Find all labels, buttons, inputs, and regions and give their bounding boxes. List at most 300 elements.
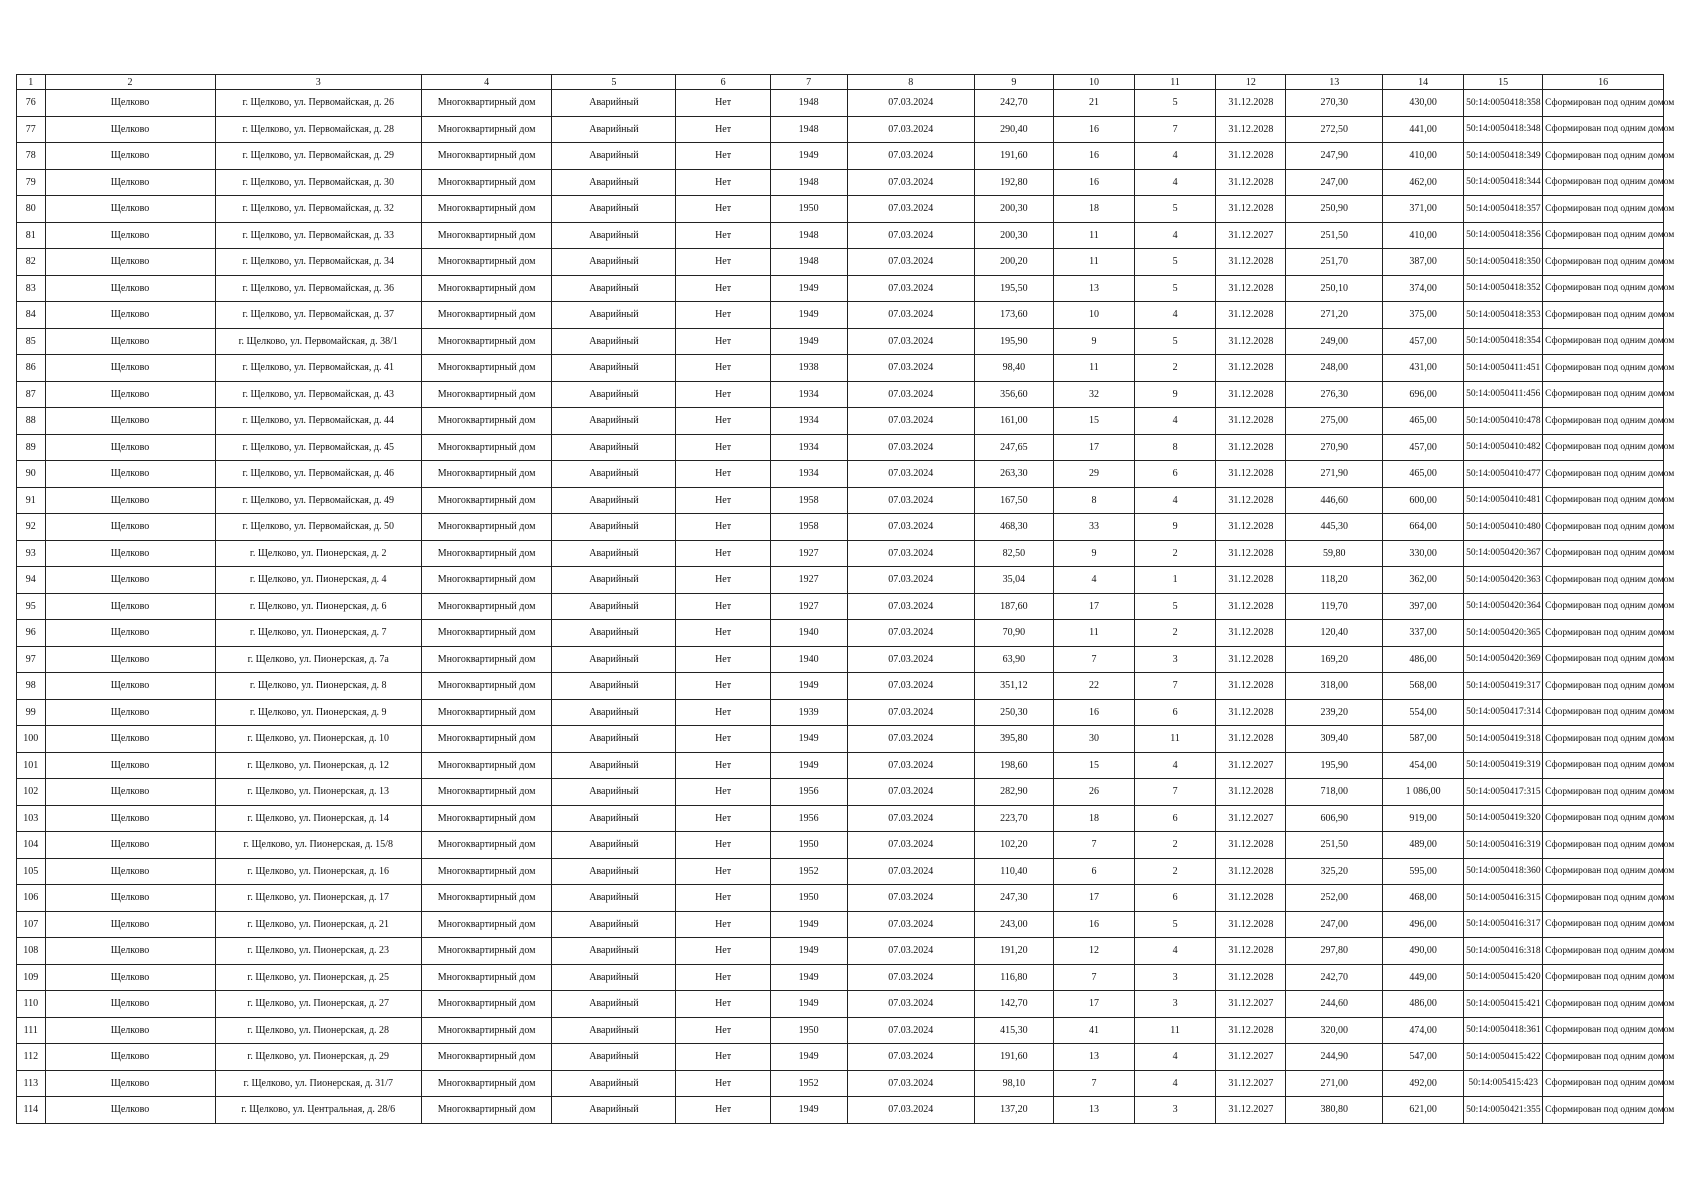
- resettlement-deadline-cell: [1216, 832, 1286, 859]
- area-text: 191,20: [1000, 945, 1028, 957]
- land-plot-status-cell: [1543, 593, 1675, 620]
- cadastral-number-cell: [1464, 646, 1543, 673]
- flag-text: Нет: [715, 229, 732, 241]
- decision-date-cell: [847, 1044, 974, 1071]
- cost-b-text: 462,00: [1409, 176, 1437, 188]
- cost-a-cell: [1286, 593, 1383, 620]
- year-built-text: 1949: [798, 759, 819, 771]
- municipality-cell: [45, 673, 215, 700]
- row-number-cell: [17, 593, 46, 620]
- address-text: г. Щелково, ул. Первомайская, д. 28: [242, 123, 394, 135]
- cost-a-cell: [1286, 911, 1383, 938]
- row-number-text: 92: [25, 521, 36, 533]
- building-type-cell: [421, 673, 552, 700]
- condition-text: Аварийный: [589, 521, 639, 533]
- flag-text: Нет: [715, 892, 732, 904]
- apartments-cell: [1135, 858, 1216, 885]
- cost-a-cell: [1286, 1097, 1383, 1124]
- resettlement-deadline-text: 31.12.2028: [1228, 706, 1274, 718]
- land-plot-status-text: Сформирован под одним домом: [1545, 1051, 1675, 1062]
- residents-text: 17: [1088, 998, 1099, 1010]
- cost-b-text: 465,00: [1409, 468, 1437, 480]
- municipality-text: Щелково: [110, 918, 150, 930]
- row-number-cell: [17, 328, 46, 355]
- municipality-cell: [45, 1044, 215, 1071]
- area-text: 247,30: [1000, 892, 1028, 904]
- flag-cell: [676, 355, 770, 382]
- cost-a-text: 250,90: [1320, 203, 1348, 215]
- address-text: г. Щелково, ул. Пионерская, д. 7а: [247, 653, 389, 665]
- residents-text: 13: [1088, 282, 1099, 294]
- flag-cell: [676, 196, 770, 223]
- flag-text: Нет: [715, 441, 732, 453]
- cost-a-text: 325,20: [1320, 865, 1348, 877]
- row-number-cell: [17, 275, 46, 302]
- building-type-text: Многоквартирный дом: [437, 1104, 536, 1116]
- municipality-cell: [45, 567, 215, 594]
- decision-date-text: 07.03.2024: [888, 150, 934, 162]
- apartments-text: 2: [1172, 362, 1178, 374]
- address-cell: [215, 381, 421, 408]
- table-row: [17, 328, 1664, 355]
- area-cell: [974, 911, 1053, 938]
- cost-b-text: 1 086,00: [1405, 786, 1441, 798]
- address-text: г. Щелково, ул. Первомайская, д. 46: [242, 468, 394, 480]
- column-header-11: 11: [1135, 75, 1216, 90]
- area-cell: [974, 355, 1053, 382]
- decision-date-text: 07.03.2024: [888, 123, 934, 135]
- flag-cell: [676, 90, 770, 117]
- cost-b-text: 337,00: [1409, 627, 1437, 639]
- residents-cell: [1053, 646, 1134, 673]
- municipality-text: Щелково: [110, 812, 150, 824]
- address-text: г. Щелково, ул. Пионерская, д. 7: [249, 627, 387, 639]
- condition-cell: [552, 673, 676, 700]
- address-text: г. Щелково, ул. Первомайская, д. 29: [242, 150, 394, 162]
- year-built-text: 1927: [798, 547, 819, 559]
- land-plot-status-cell: [1543, 381, 1675, 408]
- row-number-cell: [17, 938, 46, 965]
- decision-date-text: 07.03.2024: [888, 256, 934, 268]
- area-text: 356,60: [1000, 388, 1028, 400]
- decision-date-text: 07.03.2024: [888, 1077, 934, 1089]
- year-built-cell: [770, 302, 847, 329]
- building-type-text: Многоквартирный дом: [437, 680, 536, 692]
- cost-a-cell: [1286, 540, 1383, 567]
- cadastral-number-cell: [1464, 911, 1543, 938]
- apartments-text: 4: [1172, 309, 1178, 321]
- year-built-text: 1956: [798, 786, 819, 798]
- cadastral-number-text: 50:14:0050410:477: [1466, 468, 1541, 479]
- land-plot-status-text: Сформирован под одним домом: [1545, 548, 1675, 559]
- area-text: 35,04: [1002, 574, 1026, 586]
- cost-b-cell: [1382, 726, 1463, 753]
- apartments-cell: [1135, 779, 1216, 806]
- decision-date-cell: [847, 646, 974, 673]
- municipality-text: Щелково: [110, 759, 150, 771]
- cost-b-cell: [1382, 858, 1463, 885]
- building-type-text: Многоквартирный дом: [437, 97, 536, 109]
- cost-a-cell: [1286, 1017, 1383, 1044]
- condition-text: Аварийный: [589, 786, 639, 798]
- column-header-12: 12: [1216, 75, 1286, 90]
- cost-b-text: 919,00: [1409, 812, 1437, 824]
- municipality-cell: [45, 143, 215, 170]
- cost-b-text: 454,00: [1409, 759, 1437, 771]
- address-text: г. Щелково, ул. Первомайская, д. 45: [242, 441, 394, 453]
- apartments-text: 9: [1172, 388, 1178, 400]
- cadastral-number-text: 50:14:0050418:350: [1466, 256, 1541, 267]
- municipality-text: Щелково: [110, 600, 150, 612]
- address-cell: [215, 461, 421, 488]
- condition-cell: [552, 116, 676, 143]
- residents-cell: [1053, 673, 1134, 700]
- decision-date-text: 07.03.2024: [888, 362, 934, 374]
- address-cell: [215, 196, 421, 223]
- residents-text: 16: [1088, 176, 1099, 188]
- address-cell: [215, 938, 421, 965]
- municipality-text: Щелково: [110, 680, 150, 692]
- row-number-cell: [17, 858, 46, 885]
- residents-cell: [1053, 1097, 1134, 1124]
- decision-date-cell: [847, 487, 974, 514]
- residents-cell: [1053, 699, 1134, 726]
- decision-date-text: 07.03.2024: [888, 335, 934, 347]
- residents-cell: [1053, 1044, 1134, 1071]
- cost-b-cell: [1382, 964, 1463, 991]
- flag-cell: [676, 726, 770, 753]
- building-type-cell: [421, 779, 552, 806]
- decision-date-cell: [847, 355, 974, 382]
- building-type-cell: [421, 699, 552, 726]
- apartments-cell: [1135, 620, 1216, 647]
- flag-cell: [676, 408, 770, 435]
- year-built-text: 1948: [798, 176, 819, 188]
- flag-text: Нет: [715, 494, 732, 506]
- land-plot-status-cell: [1543, 116, 1675, 143]
- year-built-cell: [770, 196, 847, 223]
- residents-cell: [1053, 196, 1134, 223]
- condition-text: Аварийный: [589, 441, 639, 453]
- resettlement-deadline-text: 31.12.2028: [1228, 415, 1274, 427]
- apartments-text: 9: [1172, 521, 1178, 533]
- cadastral-number-cell: [1464, 169, 1543, 196]
- row-number-text: 77: [25, 123, 36, 135]
- condition-cell: [552, 196, 676, 223]
- year-built-text: 1950: [798, 203, 819, 215]
- municipality-cell: [45, 726, 215, 753]
- condition-cell: [552, 275, 676, 302]
- flag-cell: [676, 328, 770, 355]
- row-number-text: 84: [25, 309, 36, 321]
- apartments-text: 7: [1172, 786, 1178, 798]
- land-plot-status-text: Сформирован под одним домом: [1545, 309, 1675, 320]
- area-text: 98,40: [1002, 362, 1026, 374]
- cadastral-number-cell: [1464, 938, 1543, 965]
- cost-a-cell: [1286, 196, 1383, 223]
- year-built-text: 1949: [798, 680, 819, 692]
- year-built-cell: [770, 434, 847, 461]
- condition-cell: [552, 567, 676, 594]
- year-built-text: 1958: [798, 494, 819, 506]
- municipality-cell: [45, 249, 215, 276]
- decision-date-text: 07.03.2024: [888, 176, 934, 188]
- cost-a-cell: [1286, 116, 1383, 143]
- cost-b-cell: [1382, 832, 1463, 859]
- cost-b-text: 410,00: [1409, 229, 1437, 241]
- residents-cell: [1053, 991, 1134, 1018]
- flag-cell: [676, 752, 770, 779]
- decision-date-text: 07.03.2024: [888, 1024, 934, 1036]
- cost-b-cell: [1382, 249, 1463, 276]
- decision-date-text: 07.03.2024: [888, 229, 934, 241]
- address-cell: [215, 487, 421, 514]
- area-text: 167,50: [1000, 494, 1028, 506]
- cost-a-cell: [1286, 328, 1383, 355]
- residents-text: 15: [1088, 415, 1099, 427]
- area-text: 82,50: [1002, 547, 1026, 559]
- table-row: [17, 832, 1664, 859]
- apartments-cell: [1135, 249, 1216, 276]
- row-number-text: 109: [23, 971, 39, 983]
- building-type-cell: [421, 646, 552, 673]
- cost-b-cell: [1382, 169, 1463, 196]
- municipality-text: Щелково: [110, 123, 150, 135]
- cadastral-number-cell: [1464, 885, 1543, 912]
- condition-cell: [552, 620, 676, 647]
- apartments-text: 2: [1172, 627, 1178, 639]
- cost-a-cell: [1286, 434, 1383, 461]
- row-number-cell: [17, 487, 46, 514]
- address-text: г. Щелково, ул. Первомайская, д. 32: [242, 203, 394, 215]
- apartments-text: 2: [1172, 839, 1178, 851]
- table-row: [17, 1044, 1664, 1071]
- cadastral-number-cell: [1464, 408, 1543, 435]
- condition-cell: [552, 991, 676, 1018]
- flag-text: Нет: [715, 415, 732, 427]
- year-built-text: 1952: [798, 865, 819, 877]
- decision-date-cell: [847, 858, 974, 885]
- flag-text: Нет: [715, 786, 732, 798]
- residents-cell: [1053, 461, 1134, 488]
- land-plot-status-cell: [1543, 938, 1675, 965]
- flag-cell: [676, 964, 770, 991]
- cost-b-cell: [1382, 1017, 1463, 1044]
- resettlement-deadline-text: 31.12.2027: [1228, 229, 1274, 241]
- flag-cell: [676, 381, 770, 408]
- cost-b-text: 410,00: [1409, 150, 1437, 162]
- table-row: [17, 885, 1664, 912]
- flag-text: Нет: [715, 998, 732, 1010]
- residents-text: 21: [1088, 97, 1099, 109]
- land-plot-status-text: Сформирован под одним домом: [1545, 813, 1675, 824]
- cost-a-text: 247,00: [1320, 176, 1348, 188]
- column-header-8: 8: [847, 75, 974, 90]
- row-number-cell: [17, 911, 46, 938]
- area-text: 282,90: [1000, 786, 1028, 798]
- building-type-text: Многоквартирный дом: [437, 229, 536, 241]
- year-built-cell: [770, 699, 847, 726]
- cost-b-text: 486,00: [1409, 653, 1437, 665]
- year-built-cell: [770, 646, 847, 673]
- row-number-text: 86: [25, 362, 36, 374]
- cost-a-text: 271,90: [1320, 468, 1348, 480]
- land-plot-status-cell: [1543, 1070, 1675, 1097]
- decision-date-cell: [847, 832, 974, 859]
- municipality-text: Щелково: [110, 176, 150, 188]
- flag-cell: [676, 567, 770, 594]
- cost-b-cell: [1382, 116, 1463, 143]
- address-text: г. Щелково, ул. Пионерская, д. 21: [247, 918, 390, 930]
- row-number-cell: [17, 434, 46, 461]
- row-number-cell: [17, 249, 46, 276]
- flag-text: Нет: [715, 733, 732, 745]
- area-text: 70,90: [1002, 627, 1026, 639]
- resettlement-deadline-text: 31.12.2028: [1228, 892, 1274, 904]
- cost-b-cell: [1382, 90, 1463, 117]
- cost-b-cell: [1382, 938, 1463, 965]
- area-text: 191,60: [1000, 150, 1028, 162]
- flag-cell: [676, 143, 770, 170]
- cost-b-text: 587,00: [1409, 733, 1437, 745]
- residents-text: 11: [1089, 627, 1099, 639]
- decision-date-text: 07.03.2024: [888, 998, 934, 1010]
- resettlement-deadline-cell: [1216, 938, 1286, 965]
- table-row: [17, 1070, 1664, 1097]
- decision-date-cell: [847, 249, 974, 276]
- cost-b-text: 457,00: [1409, 335, 1437, 347]
- cost-a-cell: [1286, 275, 1383, 302]
- condition-cell: [552, 805, 676, 832]
- condition-text: Аварийный: [589, 1104, 639, 1116]
- land-plot-status-cell: [1543, 726, 1675, 753]
- land-plot-status-cell: [1543, 222, 1675, 249]
- year-built-cell: [770, 991, 847, 1018]
- row-number-cell: [17, 461, 46, 488]
- apartments-cell: [1135, 514, 1216, 541]
- cost-b-cell: [1382, 1044, 1463, 1071]
- flag-text: Нет: [715, 309, 732, 321]
- decision-date-cell: [847, 1097, 974, 1124]
- row-number-cell: [17, 805, 46, 832]
- table-row: [17, 964, 1664, 991]
- residents-text: 10: [1088, 309, 1099, 321]
- row-number-text: 94: [25, 574, 36, 586]
- resettlement-deadline-text: 31.12.2028: [1228, 574, 1274, 586]
- row-number-cell: [17, 832, 46, 859]
- cadastral-number-cell: [1464, 805, 1543, 832]
- condition-cell: [552, 514, 676, 541]
- municipality-cell: [45, 116, 215, 143]
- address-cell: [215, 885, 421, 912]
- condition-text: Аварийный: [589, 335, 639, 347]
- row-number-text: 98: [25, 680, 36, 692]
- address-cell: [215, 779, 421, 806]
- row-number-cell: [17, 408, 46, 435]
- year-built-cell: [770, 116, 847, 143]
- year-built-cell: [770, 673, 847, 700]
- year-built-text: 1948: [798, 123, 819, 135]
- area-text: 200,30: [1000, 203, 1028, 215]
- area-cell: [974, 646, 1053, 673]
- apartments-cell: [1135, 673, 1216, 700]
- row-number-text: 110: [23, 998, 39, 1010]
- cadastral-number-text: 50:14:0050420:365: [1466, 627, 1541, 638]
- decision-date-text: 07.03.2024: [888, 309, 934, 321]
- decision-date-text: 07.03.2024: [888, 812, 934, 824]
- resettlement-deadline-cell: [1216, 646, 1286, 673]
- year-built-text: 1938: [798, 362, 819, 374]
- resettlement-deadline-cell: [1216, 593, 1286, 620]
- decision-date-cell: [847, 991, 974, 1018]
- residents-text: 17: [1088, 600, 1099, 612]
- resettlement-deadline-cell: [1216, 434, 1286, 461]
- flag-text: Нет: [715, 176, 732, 188]
- year-built-cell: [770, 832, 847, 859]
- land-plot-status-text: Сформирован под одним домом: [1545, 442, 1675, 453]
- municipality-cell: [45, 1070, 215, 1097]
- cadastral-number-cell: [1464, 620, 1543, 647]
- condition-text: Аварийный: [589, 945, 639, 957]
- resettlement-deadline-cell: [1216, 620, 1286, 647]
- year-built-cell: [770, 514, 847, 541]
- cost-a-text: 318,00: [1320, 680, 1348, 692]
- cost-a-cell: [1286, 461, 1383, 488]
- address-text: г. Щелково, ул. Пионерская, д. 4: [249, 574, 387, 586]
- address-text: г. Щелково, ул. Первомайская, д. 38/1: [238, 335, 398, 347]
- condition-text: Аварийный: [589, 176, 639, 188]
- cadastral-number-cell: [1464, 249, 1543, 276]
- table-row: [17, 116, 1664, 143]
- cost-b-cell: [1382, 143, 1463, 170]
- land-plot-status-text: Сформирован под одним домом: [1545, 972, 1675, 983]
- apartments-cell: [1135, 90, 1216, 117]
- resettlement-deadline-text: 31.12.2028: [1228, 309, 1274, 321]
- residents-cell: [1053, 938, 1134, 965]
- municipality-text: Щелково: [110, 229, 150, 241]
- area-cell: [974, 567, 1053, 594]
- address-cell: [215, 355, 421, 382]
- area-cell: [974, 381, 1053, 408]
- cadastral-number-text: 50:14:0050416:317: [1466, 919, 1541, 930]
- flag-cell: [676, 1044, 770, 1071]
- area-text: 102,20: [1000, 839, 1028, 851]
- cost-a-text: 249,00: [1320, 335, 1348, 347]
- cost-b-text: 441,00: [1409, 123, 1437, 135]
- flag-text: Нет: [715, 706, 732, 718]
- land-plot-status-cell: [1543, 620, 1675, 647]
- year-built-text: 1934: [798, 388, 819, 400]
- row-number-text: 91: [25, 494, 36, 506]
- building-type-cell: [421, 302, 552, 329]
- resettlement-deadline-cell: [1216, 1097, 1286, 1124]
- apartments-cell: [1135, 169, 1216, 196]
- cadastral-number-text: 50:14:0050410:480: [1466, 521, 1541, 532]
- apartments-text: 4: [1172, 229, 1178, 241]
- year-built-text: 1950: [798, 839, 819, 851]
- cost-b-text: 375,00: [1409, 309, 1437, 321]
- municipality-cell: [45, 620, 215, 647]
- flag-cell: [676, 1017, 770, 1044]
- row-number-cell: [17, 726, 46, 753]
- row-number-cell: [17, 779, 46, 806]
- cost-b-text: 468,00: [1409, 892, 1437, 904]
- condition-cell: [552, 646, 676, 673]
- land-plot-status-cell: [1543, 328, 1675, 355]
- address-text: г. Щелково, ул. Пионерская, д. 28: [247, 1024, 390, 1036]
- land-plot-status-cell: [1543, 169, 1675, 196]
- resettlement-deadline-cell: [1216, 991, 1286, 1018]
